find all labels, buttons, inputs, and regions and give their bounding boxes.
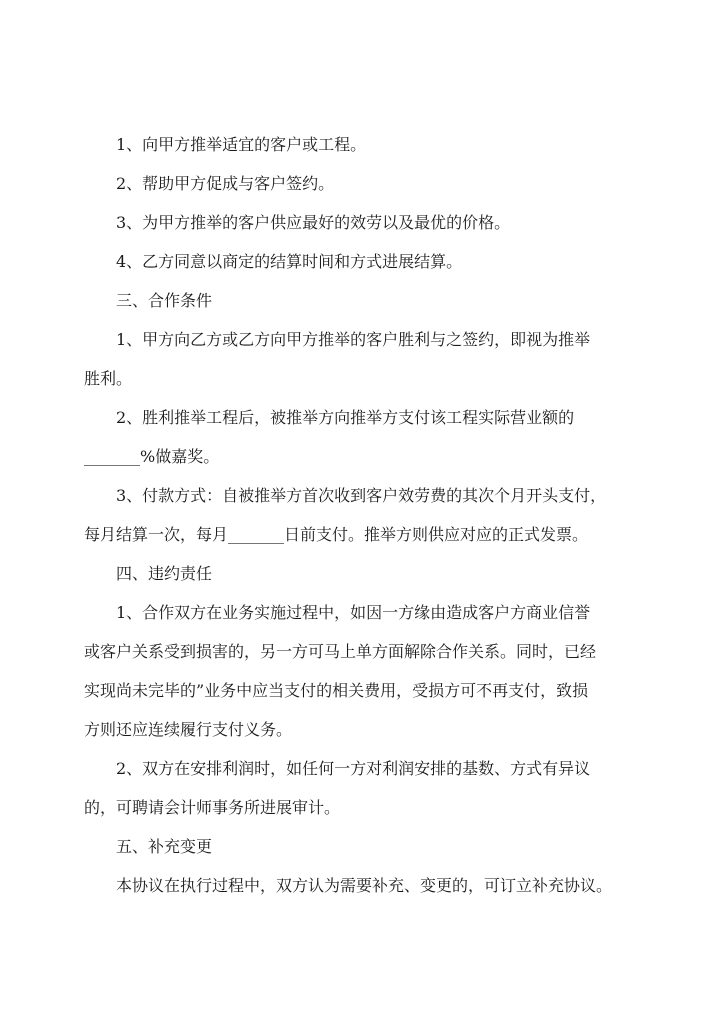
clause-line: 方则还应连续履行支付义务。 xyxy=(84,720,293,739)
clause-line: 2、双方在安排利润时，如任何一方对利润安排的基数、方式有异议 xyxy=(116,759,591,778)
clause-line: 胜利。 xyxy=(84,369,133,388)
clause-line: 实现尚未完毕的”业务中应当支付的相关费用，受损方可不再支付，致损 xyxy=(84,681,589,700)
clause-line: 每月结算一次，每月_______日前支付。推举方则供应对应的正式发票。 xyxy=(84,525,589,544)
clause-line: 1、向甲方推举适宜的客户或工程。 xyxy=(116,135,367,154)
section-heading: 三、合作条件 xyxy=(116,291,213,310)
section-heading: 五、补充变更 xyxy=(116,837,213,856)
clause-line: 2、帮助甲方促成与客户签约。 xyxy=(116,174,335,193)
clause-line: 4、乙方同意以商定的结算时间和方式进展结算。 xyxy=(116,252,463,271)
clause-line: 1、合作双方在业务实施过程中，如因一方缘由造成客户方商业信誉 xyxy=(116,603,591,622)
clause-line: 本协议在执行过程中，双方认为需要补充、变更的，可订立补充协议。 xyxy=(116,876,613,895)
clause-line: 2、胜利推举工程后，被推举方向推举方支付该工程实际营业额的 xyxy=(116,408,575,427)
document-body xyxy=(84,133,636,898)
clause-line: 3、为甲方推举的客户供应最好的效劳以及最优的价格。 xyxy=(116,213,511,232)
clause-line: 或客户关系受到损害的，另一方可马上单方面解除合作关系。同时，已经 xyxy=(84,642,597,661)
clause-line: _______%做嘉奖。 xyxy=(84,447,220,466)
clause-line: 1、甲方向乙方或乙方向甲方推举的客户胜利与之签约，即视为推举 xyxy=(116,330,591,349)
clause-line: 的，可聘请会计师事务所进展审计。 xyxy=(84,798,341,817)
clause-line: 3、付款方式：自被推举方首次收到客户效劳费的其次个月开头支付， xyxy=(116,486,607,505)
section-heading: 四、违约责任 xyxy=(116,564,213,583)
